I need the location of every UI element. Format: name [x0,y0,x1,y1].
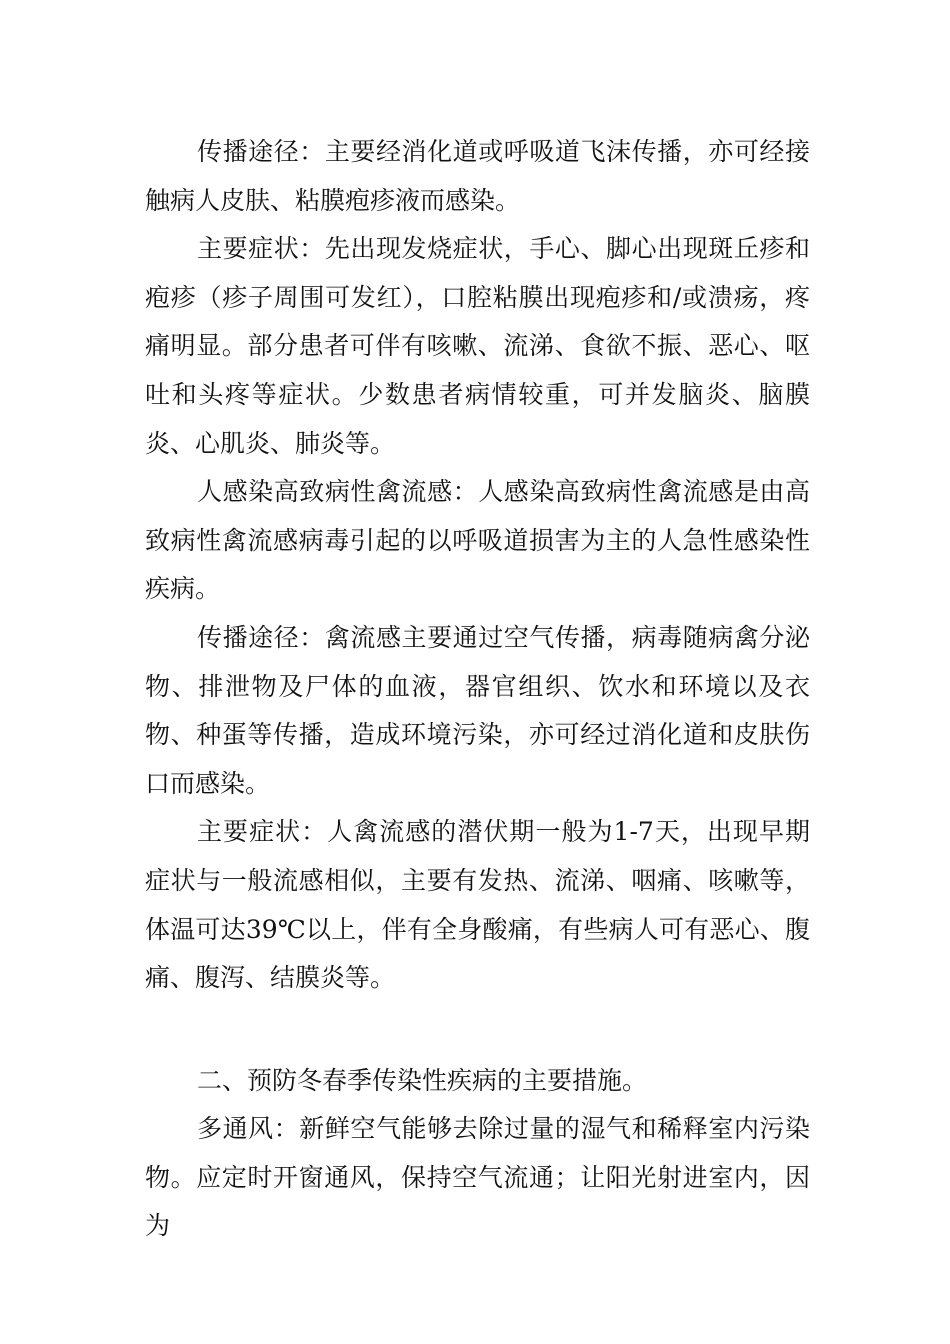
paragraph-transmission-route-2: 传播途径：禽流感主要通过空气传播，病毒随病禽分泌物、排泄物及尸体的血液，器官组织、饮水和环境以及衣物、种蛋等传播，造成环境污染，亦可经过消化道和皮肤伤口而感染。 [145,622,810,798]
section-spacer [145,1003,810,1057]
paragraph-avian-flu-definition: 人感染高致病性禽流感：人感染高致病性禽流感是由高致病性禽流感病毒引起的以呼吸道损害为主的人急性感染性疾病。 [145,477,810,604]
paragraph-ventilation: 多通风：新鲜空气能够去除过量的湿气和稀释室内污染物。应定时开窗通风，保持空气流通；让阳光射进室内，因为 [145,1114,810,1241]
document-body [145,128,810,1251]
paragraph-main-symptoms-1: 主要症状：先出现发烧症状，手心、脚心出现斑丘疹和疱疹（疹子周围可发红），口腔粘膜出现疱疹和/或溃疡，疼痛明显。部分患者可伴有咳嗽、流涕、食欲不振、恶心、呕吐和头疼等症状。少数患者病情较重，可并发脑炎、脑膜炎、心肌炎、肺炎等。 [145,234,810,458]
paragraph-main-symptoms-2: 主要症状：人禽流感的潜伏期一般为1-7天，出现早期症状与一般流感相似，主要有发热、流涕、咽痛、咳嗽等，体温可达39℃以上，伴有全身酸痛，有些病人可有恶心、腹痛、腹泻、结膜炎等。 [145,817,810,993]
paragraph-transmission-route-1: 传播途径：主要经消化道或呼吸道飞沫传播，亦可经接触病人皮肤、粘膜疱疹液而感染。 [145,137,810,215]
section-heading-prevention: 二、预防冬春季传染性疾病的主要措施。 [197,1065,648,1095]
